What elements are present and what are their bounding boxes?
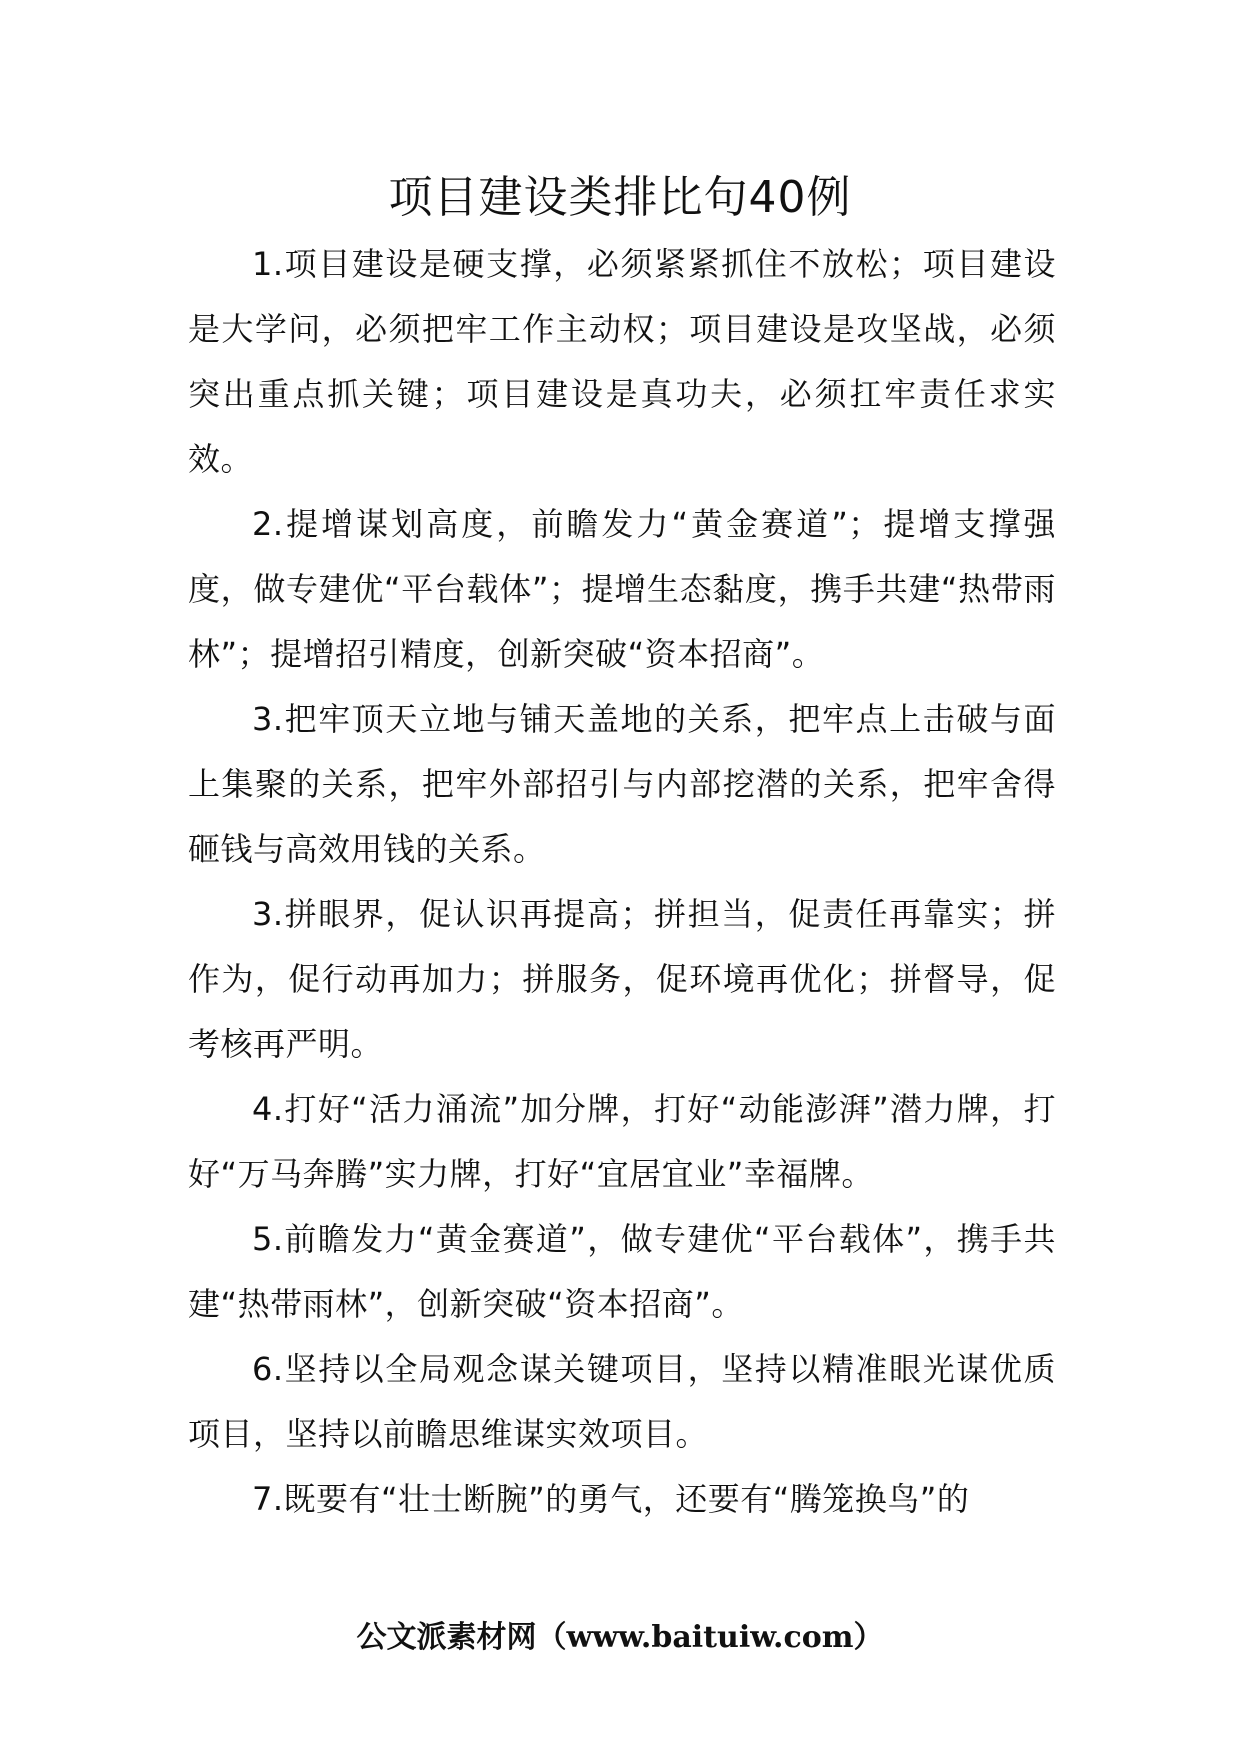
paragraph-7: 6.坚持以全局观念谋关键项目，坚持以精准眼光谋优质项目，坚持以前瞻思维谋实效项目。 [188, 1350, 1056, 1453]
document-title: 项目建设类排比句40例 [388, 172, 852, 223]
paragraph-2: 2.提增谋划高度，前瞻发力“黄金赛道”；提增支撑强度，做专建优“平台载体”；提增生态黏度，携手共建“热带雨林”；提增招引精度，创新突破“资本招商”。 [188, 505, 1056, 673]
paragraph-3: 3.把牢顶天立地与铺天盖地的关系，把牢点上击破与面上集聚的关系，把牢外部招引与内部挖潜的关系，把牢舍得砸钱与高效用钱的关系。 [188, 700, 1056, 868]
document-body [188, 232, 1056, 1532]
paragraph-8: 7.既要有“壮士断腕”的勇气，还要有“腾笼换鸟”的 [252, 1480, 970, 1518]
paragraph-6: 5.前瞻发力“黄金赛道”，做专建优“平台载体”，携手共建“热带雨林”，创新突破“资本招商”。 [188, 1220, 1056, 1323]
paragraph-5: 4.打好“活力涌流”加分牌，打好“动能澎湃”潜力牌，打好“万马奔腾”实力牌，打好“宜居宜业”幸福牌。 [188, 1090, 1056, 1193]
paragraph-1: 1.项目建设是硬支撑，必须紧紧抓住不放松；项目建设是大学问，必须把牢工作主动权；项目建设是攻坚战，必须突出重点抓关键；项目建设是真功夫，必须扛牢责任求实效。 [188, 245, 1056, 478]
footer-source: 公文派素材网（www.baituiw.com） [356, 1620, 884, 1655]
paragraph-4: 3.拼眼界，促认识再提高；拼担当，促责任再靠实；拼作为，促行动再加力；拼服务，促环境再优化；拼督导，促考核再严明。 [188, 895, 1056, 1063]
